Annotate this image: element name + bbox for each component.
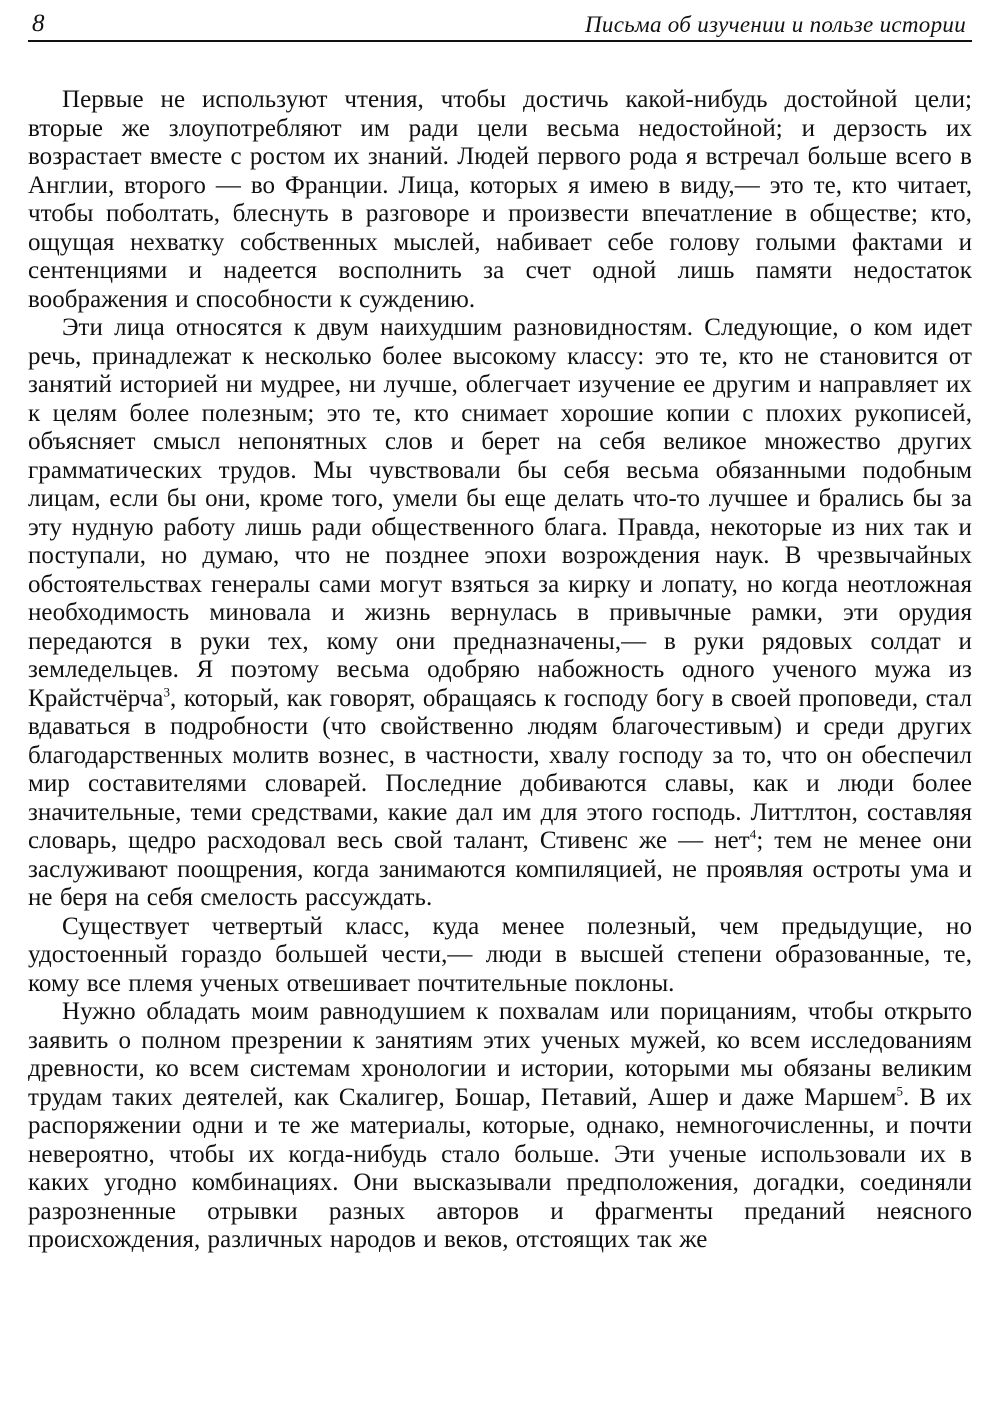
page-number: 8 [32,10,45,37]
paragraph-4-part-1: Нужно обладать моим равнодушием к похвалам или порицаниям, чтобы открыто заявить о полном презрении к занятиям этих ученых мужей, ко всем исследованиям древности, ко всем системам хронологии и истории, которыми мы обязаны великим трудам таких деятелей, как Скалигер, Бошар, Петавий, Ашер и даже Маршем [28,998,972,1111]
footnote-ref-4: 4 [749,826,757,842]
paragraph-2-part-3: ; тем не менее они заслуживают поощрения, когда занимаются компиляцией, не проявляя остроты ума и не беря на себя смелость рассуждать. [28,827,972,911]
paragraph-1: Первые не используют чтения, чтобы достичь какой-нибудь достойной цели; вторые же злоупотребляют им ради цели весьма недостойной; и дерзость их возрастает вместе с ростом их знаний. Людей первого рода я встречал больше всего в Англии, второго — во Франции. Лица, которых я имею в виду,— это те, кто читает, чтобы поболтать, блеснуть в разговоре и произвести впечатление в обществе; кто, ощущая нехватку собственных мыслей, набивает себе голову голыми фактами и сентенциями и надеется восполнить за счет одной лишь памяти недостаток воображения и способности к суждению. [28,86,972,313]
footnote-ref-5: 5 [896,1083,904,1099]
paragraph-2-part-1: Эти лица относятся к двум наихудшим разновидностям. Следующие, о ком идет речь, принадлежат к несколько более высокому классу: это те, кто не становится от занятий историей ни мудрее, ни лучше, облегчает изучение ее другим и направляет их к целям более полезным; это те, кто снимает хорошие копии с плохих рукописей, объясняет смысл непонятных слов и берет на себя великое множество других грамматических трудов. Мы чувствовали бы себя весьма обязанными подобным лицам, если бы они, кроме того, умели бы еще делать что-то лучшее и брались бы за эту нудную работу лишь ради общественного блага. Правда, некоторые из них так и поступали, но думаю, что не позднее эпохи возрождения наук. В чрезвычайных обстоятельствах генералы сами могут взяться за кирку и лопату, но когда неотложная необходимость миновала и жизнь вернулась в привычные рамки, эти орудия передаются в руки тех, кому они предназначены,— в руки рядовых солдат и земледельцев. Я поэтому весьма одобряю набожность одного ученого мужа из Крайстчёрча [28,314,972,712]
book-page [28,6,972,1255]
paragraph-3: Существует четвертый класс, куда менее полезный, чем предыдущие, но удостоенный гораздо большей чести,— люди в высшей степени образованные, те, кому все племя ученых отвешивает почтительные поклоны. [28,912,972,997]
paragraph-2 [28,314,972,913]
running-title: Письма об изучении и пользе истории [584,12,966,37]
paragraph-4-part-2: . В их распоряжении одни и те же материалы, которые, однако, немногочисленны, и почти невероятно, чтобы их когда-нибудь стало больше. Эти ученые использовали их в каких угодно комбинациях. Они высказывали предположения, догадки, соединяли разрозненные отрывки разных авторов и фрагменты преданий неясного происхождения, различных народов и веков, отстоящих так же [28,1083,972,1253]
paragraph-2-part-2: , который, как говорят, обращаясь к господу богу в своей проповеди, стал вдаваться в подробности (что свойственно людям благочестивым) и среди других благодарственных молитв вознес, в частности, хвалу господу за то, что он обеспечил мир составителями словарей. Последние добиваются славы, как и люди более значительные, теми средствами, какие дал им для этого господь. Литтлтон, составляя словарь, щедро расходовал весь свой талант, Стивенс же — нет [28,684,972,854]
footnote-ref-3: 3 [163,684,171,700]
paragraph-4 [28,998,972,1255]
page-header [28,6,972,42]
body-text [28,86,972,1255]
